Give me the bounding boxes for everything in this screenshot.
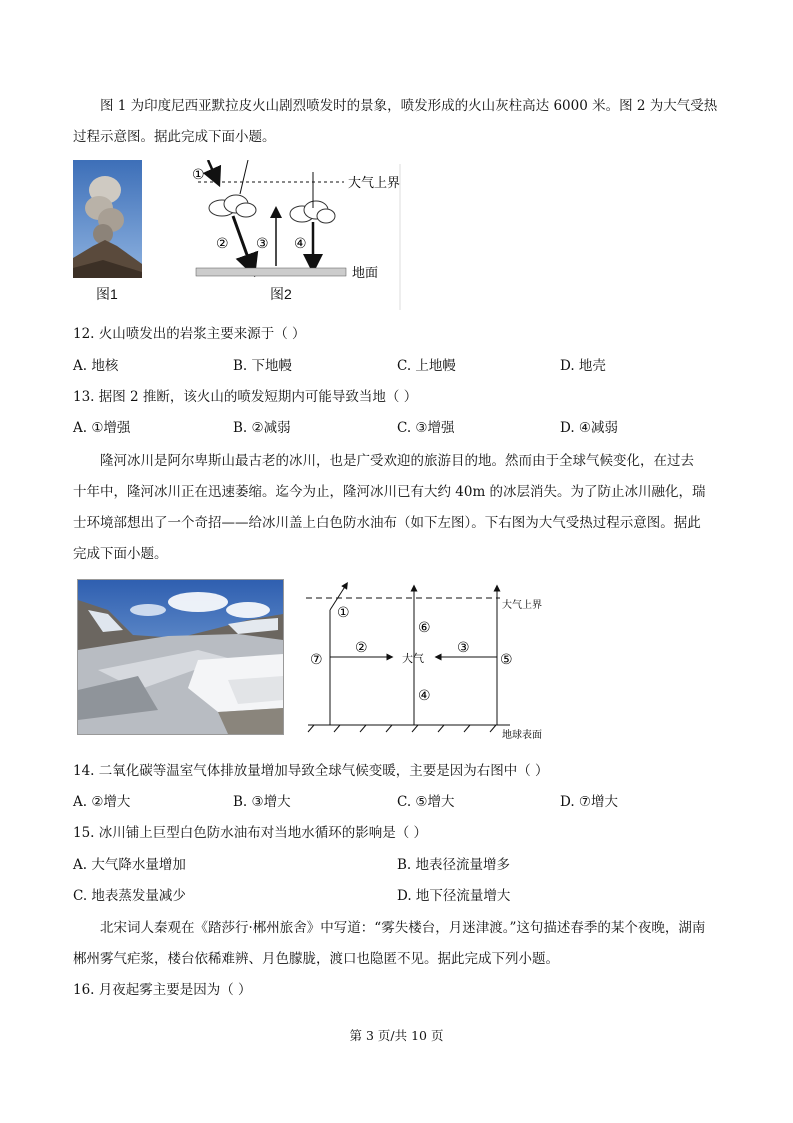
figure2-ground-label: 地面 [352,266,379,281]
figure2-marker-2: ② [216,236,229,252]
q14-option-d: D. ⑦增大 [560,794,619,810]
page-number: 第 3 页/共 10 页 [349,1028,444,1043]
figure3-surface-label: 地球表面 [502,730,542,741]
q13-option-a: A. ①增强 [73,420,131,436]
figure2-marker-4: ④ [294,236,307,252]
q13-option-b: B. ②减弱 [233,420,291,436]
q16-stem: 16. 月夜起雾主要是因为（ ） [73,982,252,998]
q15-option-b: B. 地表径流量增多 [397,857,511,873]
q12-option-c: C. 上地幔 [397,358,456,374]
intro2-line2: 十年中，隆河冰川正在迅速萎缩。迄今为止，隆河冰川已有大约 40m 的冰层消失。为了防止冰川融化，瑞 [73,484,706,500]
q14-stem: 14. 二氧化碳等温室气体排放量增加导致全球气候变暖，主要是因为右图中（ ） [73,763,549,779]
figure3-top-label: 大气上界 [502,600,542,611]
figure3-atmos-label: 大气 [402,652,424,665]
q15-option-c: C. 地表蒸发量减少 [73,888,186,904]
q15-option-a: A. 大气降水量增加 [73,857,186,873]
q15-stem: 15. 冰川铺上巨型白色防水油布对当地水循环的影响是（ ） [73,825,428,841]
figure3-marker-1: ① [337,605,350,621]
figure3-diagram [300,580,565,745]
q14-option-a: A. ②增大 [73,794,131,810]
q12-option-b: B. 下地幔 [233,358,293,374]
intro1-line1: 图 1 为印度尼西亚默拉皮火山剧烈喷发时的景象，喷发形成的火山灰柱高达 6000 米。图 2 为大气受热 [100,98,718,114]
figure2-top-label: 大气上界 [348,176,401,191]
intro2-line1: 隆河冰川是阿尔卑斯山最古老的冰川，也是广受欢迎的旅游目的地。然而由于全球气候变化，在过去 [100,453,694,469]
intro3-line2: 郴州雾气疟浆，楼台依稀难辨、月色朦胧，渡口也隐匿不见。据此完成下列小题。 [73,951,559,967]
figure3-marker-5: ⑤ [500,652,513,668]
q13-option-c: C. ③增强 [397,420,455,436]
figure2-marker-3: ③ [256,236,269,252]
intro3-line1: 北宋词人秦观在《踏莎行·郴州旅舍》中写道：“雾失楼台，月迷津渡。”这句描述春季的某个夜晚，湖南 [100,920,706,936]
figure3-marker-3: ③ [457,640,470,656]
q12-option-a: A. 地核 [73,358,119,374]
figure3-marker-6: ⑥ [418,620,431,636]
intro1-line2: 过程示意图。据此完成下面小题。 [73,129,276,145]
glacier-photo [77,579,284,735]
figure2-marker-1: ① [192,167,205,183]
figure3-marker-7: ⑦ [310,652,323,668]
q12-option-d: D. 地壳 [560,358,606,374]
q15-option-d: D. 地下径流量增大 [397,888,511,904]
q13-stem: 13. 据图 2 推断，该火山的喷发短期内可能导致当地（ ） [73,389,418,405]
q12-stem: 12. 火山喷发出的岩浆主要来源于（ ） [73,326,306,342]
intro2-line4: 完成下面小题。 [73,546,168,562]
volcano-photo [73,160,142,278]
figure3-marker-2: ② [355,640,368,656]
figure1-label: 图1 [96,286,118,302]
figure2-label: 图2 [270,286,292,302]
intro2-line3: 士环境部想出了一个奇招——给冰川盖上白色防水油布（如下左图）。下右图为大气受热过程示意图。据此 [73,515,701,531]
figure3-marker-4: ④ [418,688,431,704]
figure2-diagram [188,160,414,310]
q14-option-b: B. ③增大 [233,794,291,810]
q13-option-d: D. ④减弱 [560,420,619,436]
q14-option-c: C. ⑤增大 [397,794,455,810]
